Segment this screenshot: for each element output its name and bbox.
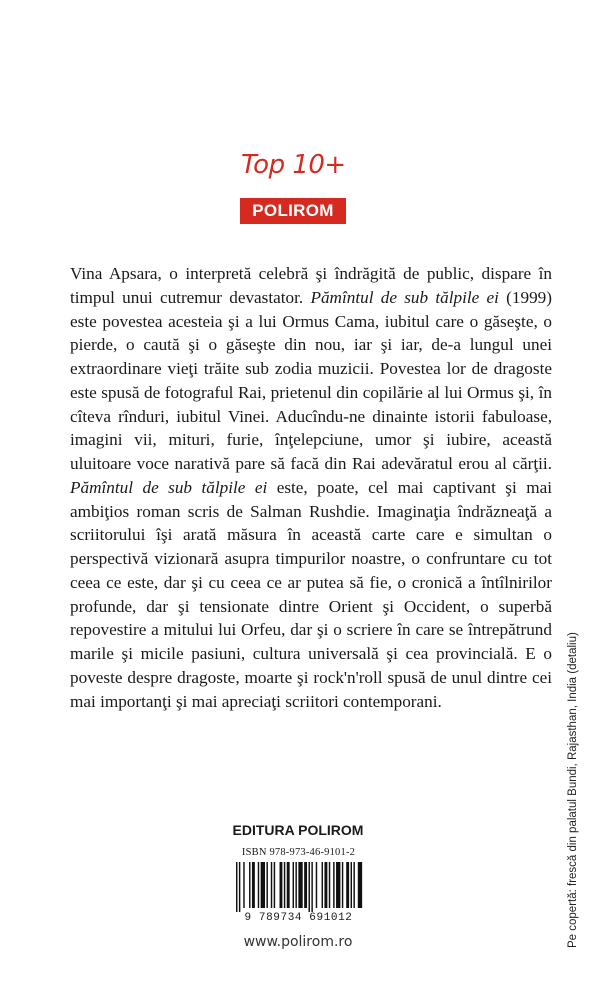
barcode-bar xyxy=(315,862,316,908)
barcode-bar xyxy=(321,862,322,908)
barcode-bar xyxy=(341,862,342,908)
cover-art-credit: Pe copertă: frescă din palatul Bundi, Rajasthan, India (detaliu) xyxy=(567,632,579,948)
publisher-website: www.polirom.ro xyxy=(243,934,353,950)
barcode-bar xyxy=(266,862,267,908)
barcode-bar xyxy=(238,862,239,912)
barcode-bar xyxy=(333,862,334,908)
isbn-number: ISBN 978-973-46-9101-2 xyxy=(241,847,356,858)
barcode-bar xyxy=(273,862,274,908)
barcode-bar xyxy=(283,862,284,908)
blurb-paragraph xyxy=(70,262,552,713)
book-title-1: Pămîntul de sub tălpile ei xyxy=(310,287,499,307)
barcode-bar xyxy=(236,862,237,912)
barcode-bar xyxy=(308,862,309,912)
barcode-bar xyxy=(243,862,244,908)
barcode-bar xyxy=(251,862,254,908)
series-logo: Top 10+ xyxy=(241,150,346,180)
barcode-digits: 9 789734 691012 xyxy=(244,912,353,924)
barcode-bar xyxy=(324,862,327,908)
barcode-bar xyxy=(336,862,340,908)
book-title-2: Pămîntul de sub tălpile ei xyxy=(70,477,268,497)
barcode-icon xyxy=(232,862,366,912)
barcode-bar xyxy=(260,862,264,908)
publisher-name: EDITURA POLIROM xyxy=(232,822,364,838)
publisher-badge: POLIROM xyxy=(240,198,346,224)
blurb-text-1: Vina Apsara, o interpretă celebră şi îndrăgită de public, dispare în timpul unui cutremur devastator. xyxy=(70,264,552,307)
blurb-text-2: (1999) este povestea acesteia şi a lui Ormus Cama, iubitul care o găseşte, o pierde, o caută şi o găseşte din nou, iar şi iar, de-a lungul unei extraordinare vieţi trăite sub zodia muzicii. Povestea lor de dragoste este spusă de fotograful Rai, prietenul din copilărie al lui Ormus şi, în cîteva rînduri, iubitul Vinei. Aducîndu-ne dinainte istorii fabuloase, imagini vii, mituri, furie, înţelepciune, umor şi iubire, această uluitoare voce narativă pare să facă din Rai adevăratul erou al cărţii. xyxy=(70,287,552,473)
barcode-bar xyxy=(353,862,354,908)
barcode-bar xyxy=(298,862,302,908)
barcode-bar xyxy=(292,862,293,908)
barcode-bar xyxy=(295,862,296,908)
barcode-bar xyxy=(286,862,289,908)
barcode-bar xyxy=(279,862,282,908)
barcode-bar xyxy=(350,862,351,908)
barcode-block xyxy=(227,846,370,928)
barcode-bar xyxy=(257,862,258,908)
barcode-bar xyxy=(311,862,312,912)
blurb-text-3: este, poate, cel mai captivant şi mai ambiţios roman scris de Salman Rushdie. Imaginaţia îndrăzneaţă a scriitorului îşi arată măsura în această carte care e simultan o perspectivă vizionară asupra timpurilor noastre, o confruntare cu tot ceea ce este, dar şi cu ceea ce ar putea să fie, o cronică a întîlnirilor profunde, dar şi tensionate dintre Orient şi Occident, o superbă repovestire a mitului lui Orfeu, dar şi o scriere în care se întrepătrund marile şi micile pasiuni, cultura universală şi cea provincială. E o poveste despre dragoste, moarte şi rock'n'roll spusă de unul dintre cei mai importanţi şi mai apreciaţi scriitori contemporani. xyxy=(70,477,552,711)
barcode-bar xyxy=(304,862,307,908)
barcode-bar xyxy=(346,862,349,908)
barcode-bar xyxy=(357,862,361,908)
barcode-bar xyxy=(328,862,329,908)
barcode-bar xyxy=(270,862,271,908)
barcode-bar xyxy=(249,862,250,908)
back-cover-blurb xyxy=(70,262,552,713)
